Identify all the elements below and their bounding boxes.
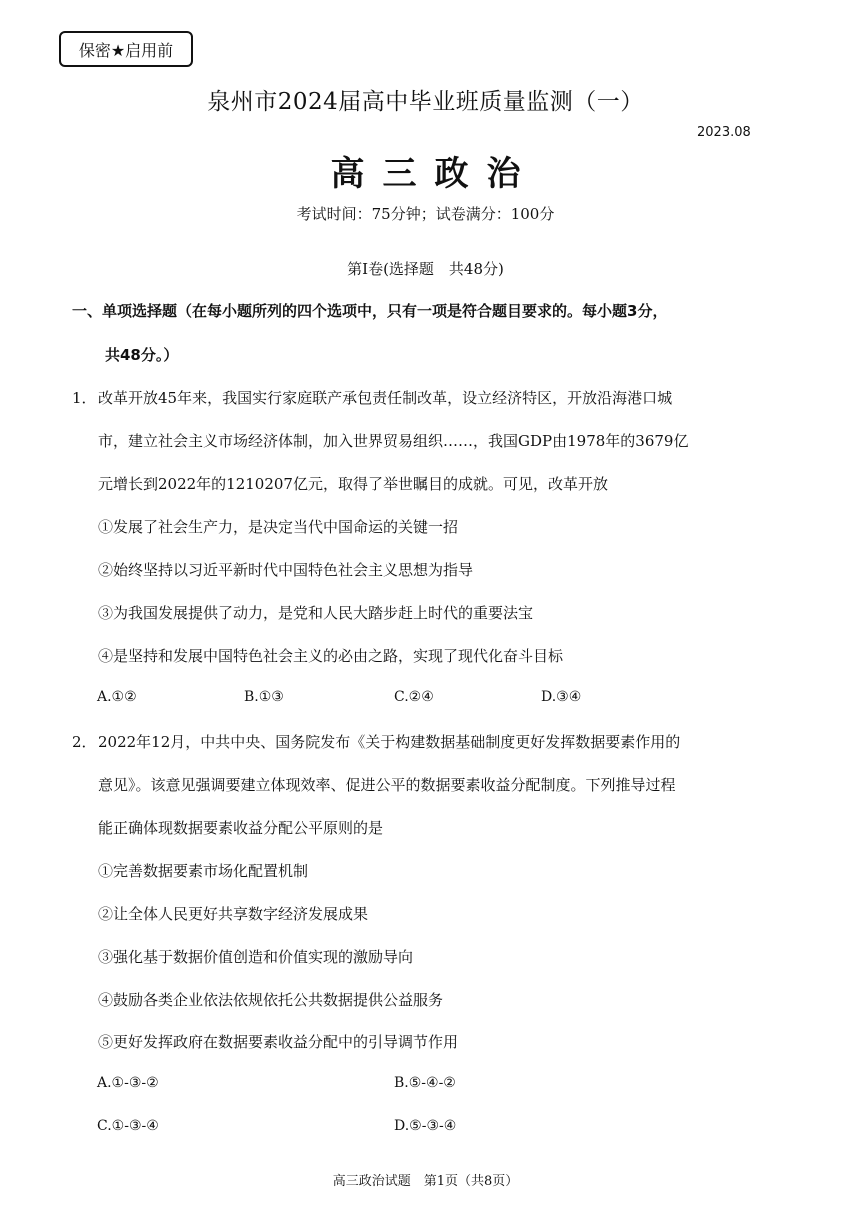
- answer-option-d: D.③④: [541, 689, 582, 705]
- question-item: ①完善数据要素市场化配置机制: [98, 862, 309, 880]
- question-item: ②让全体人民更好共享数字经济发展成果: [98, 905, 369, 923]
- exam-date: 2023.08: [697, 125, 751, 140]
- answer-option-b: B.⑤-④-②: [394, 1075, 456, 1091]
- exam-title: 泉州市2024届高中毕业班质量监测（一）: [207, 89, 644, 115]
- question-item: ④鼓励各类企业依法依规依托公共数据提供公益服务: [98, 991, 444, 1009]
- answer-option-c: C.②④: [394, 689, 434, 705]
- page-footer: 高三政治试题 第1页（共8页）: [332, 1174, 519, 1189]
- section-heading-continued: 共48分。）: [105, 346, 179, 364]
- subject-title: 高三政治: [330, 154, 539, 194]
- answer-option-d: D.⑤-③-④: [394, 1118, 457, 1134]
- question-stem-line: 市，建立社会主义市场经济体制，加入世界贸易组织……，我国GDP由1978年的3679亿: [98, 432, 689, 450]
- section-heading: 一、单项选择题（在每小题所列的四个选项中，只有一项是符合题目要求的。每小题3分，: [72, 302, 668, 320]
- answer-option-c: C.①-③-④: [97, 1118, 159, 1134]
- exam-info: 考试时间：75分钟；试卷满分：100分: [296, 205, 555, 223]
- question-item: ③强化基于数据价值创造和价值实现的激励导向: [98, 948, 414, 966]
- question-item: ②始终坚持以习近平新时代中国特色社会主义思想为指导: [98, 561, 474, 579]
- question-number: 1．: [72, 389, 97, 407]
- question-stem-line: 意见》。该意见强调要建立体现效率、促进公平的数据要素收益分配制度。下列推导过程: [98, 776, 676, 794]
- question-item: ③为我国发展提供了动力，是党和人民大踏步赶上时代的重要法宝: [98, 604, 534, 622]
- confidential-badge: 保密★启用前: [59, 31, 193, 67]
- answer-option-a: A.①②: [97, 689, 137, 705]
- question-item: ⑤更好发挥政府在数据要素收益分配中的引导调节作用: [98, 1033, 459, 1051]
- question-stem-line: 改革开放45年来，我国实行家庭联产承包责任制改革，设立经济特区，开放沿海港口城: [98, 389, 673, 407]
- question-number: 2．: [72, 733, 97, 751]
- answer-option-b: B.①③: [244, 689, 284, 705]
- question-item: ①发展了社会生产力，是决定当代中国命运的关键一招: [98, 518, 459, 536]
- answer-option-a: A.①-③-②: [97, 1075, 159, 1091]
- question-stem-line: 能正确体现数据要素收益分配公平原则的是: [98, 819, 384, 837]
- volume-heading: 第Ⅰ卷(选择题 共48分): [347, 260, 504, 278]
- question-item: ④是坚持和发展中国特色社会主义的必由之路，实现了现代化奋斗目标: [98, 647, 564, 665]
- question-stem-line: 2022年12月，中共中央、国务院发布《关于构建数据基础制度更好发挥数据要素作用的: [98, 733, 681, 751]
- question-stem-line: 元增长到2022年的1210207亿元，取得了举世瞩目的成就。可见，改革开放: [98, 475, 608, 493]
